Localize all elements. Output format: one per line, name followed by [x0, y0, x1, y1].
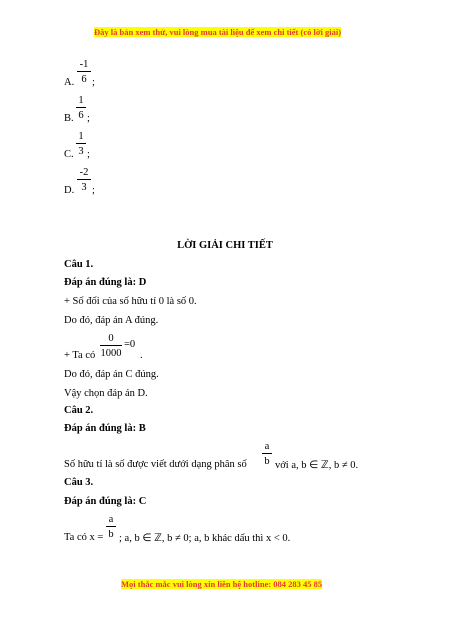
- option-b-label: B.: [64, 113, 74, 124]
- footer-banner: Mọi thắc mắc vui lòng xin liên hệ hotline: 084 283 45 85: [121, 579, 323, 589]
- q3-text-before: Ta có x =: [64, 532, 104, 543]
- fraction-bar: [106, 526, 116, 527]
- fraction-bar: [100, 345, 122, 346]
- q1-fraction: [100, 333, 122, 359]
- solution-title: LỜI GIẢI CHI TIẾT: [177, 240, 273, 251]
- q1-line1: + Số đối của số hữu tỉ 0 là số 0.: [64, 296, 197, 307]
- q1-heading: Câu 1.: [64, 259, 94, 270]
- option-a-numerator: -1: [79, 59, 89, 70]
- option-b-numerator: 1: [78, 95, 84, 106]
- option-d-denominator: 3: [81, 182, 87, 193]
- q1-fraction-rhs: =0: [124, 339, 136, 350]
- option-c-denominator: 3: [78, 146, 84, 157]
- option-c-fraction: [76, 131, 86, 157]
- q2-text-before: Số hữu tỉ là số được viết dưới dạng phân số: [64, 459, 247, 470]
- option-a-fraction: [77, 59, 91, 85]
- q2-text-after: với a, b ∈ ℤ, b ≠ 0.: [275, 460, 359, 471]
- q1-line5: Vậy chọn đáp án D.: [64, 388, 148, 399]
- q1-line2: Do đó, đáp án A đúng.: [64, 315, 159, 326]
- q2-answer: Đáp án đúng là: B: [64, 423, 146, 434]
- q3-fraction-numerator: a: [108, 514, 114, 525]
- option-d-suffix: ;: [92, 185, 95, 196]
- q1-fraction-denominator: 1000: [100, 348, 122, 359]
- q2-heading: Câu 2.: [64, 405, 94, 416]
- option-d-label: D.: [64, 185, 75, 196]
- q1-fraction-numerator: 0: [108, 333, 114, 344]
- option-d-numerator: -2: [79, 167, 89, 178]
- option-c-label: C.: [64, 149, 74, 160]
- q3-text-after: ; a, b ∈ ℤ, b ≠ 0; a, b khác dấu thì x < 0.: [119, 533, 291, 544]
- q2-fraction: [262, 441, 272, 467]
- option-c-numerator: 1: [78, 131, 84, 142]
- q3-answer: Đáp án đúng là: C: [64, 496, 147, 507]
- q2-fraction-denominator: b: [264, 456, 270, 467]
- option-b-suffix: ;: [87, 113, 90, 124]
- option-a-suffix: ;: [92, 77, 95, 88]
- fraction-bar: [76, 143, 86, 144]
- q3-fraction-denominator: b: [108, 529, 114, 540]
- q1-answer: Đáp án đúng là: D: [64, 277, 147, 288]
- fraction-bar: [262, 453, 272, 454]
- header-banner: Đây là bản xem thử, vui lòng mua tài liệu để xem chi tiết (có lời giải): [94, 27, 342, 37]
- q1-line3-suffix: .: [140, 350, 143, 361]
- fraction-bar: [77, 71, 91, 72]
- q1-line4: Do đó, đáp án C đúng.: [64, 369, 159, 380]
- fraction-bar: [77, 179, 91, 180]
- option-a-denominator: 6: [81, 74, 87, 85]
- fraction-bar: [76, 107, 86, 108]
- q3-heading: Câu 3.: [64, 477, 94, 488]
- q2-fraction-numerator: a: [264, 441, 270, 452]
- q1-line3-prefix: + Ta có: [64, 350, 96, 361]
- option-d-fraction: [77, 167, 91, 193]
- option-c-suffix: ;: [87, 149, 90, 160]
- option-a-label: A.: [64, 77, 75, 88]
- option-b-denominator: 6: [78, 110, 84, 121]
- q3-fraction: [106, 514, 116, 540]
- option-b-fraction: [76, 95, 86, 121]
